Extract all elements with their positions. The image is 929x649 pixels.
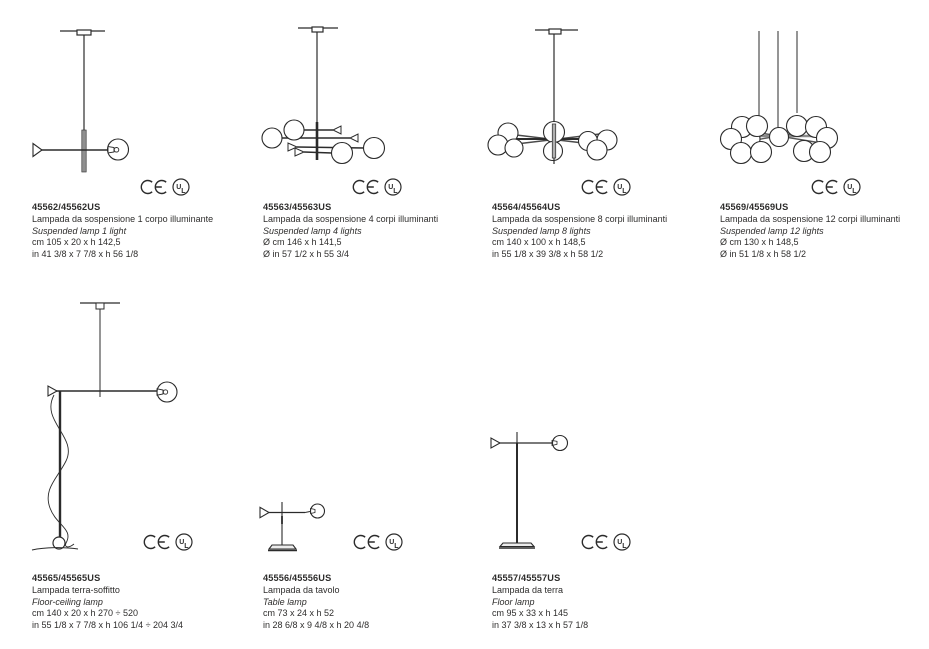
cone-icon <box>491 438 500 448</box>
product-name-it: Lampada da sospensione 12 corpi illuminanti <box>720 214 901 225</box>
product-code: 45563/45563US <box>263 202 332 212</box>
cert-marks <box>581 531 633 553</box>
ul-letter-l: L <box>852 188 857 195</box>
product-dim-cm: Ø cm 130 x h 148,5 <box>720 237 799 248</box>
product-name-en: Table lamp <box>263 596 307 607</box>
product-dim-cm: cm 140 x 20 x h 270 ÷ 520 <box>32 608 139 619</box>
ul-letter-u: U <box>179 539 185 546</box>
bulb-icon <box>787 116 808 137</box>
ce-mark-icon <box>596 181 607 194</box>
ce-mark-icon <box>141 181 152 194</box>
bulb-icon <box>553 436 568 451</box>
ce-mark-icon <box>368 536 379 549</box>
cert-marks <box>352 176 404 198</box>
cert-marks <box>140 176 192 198</box>
bulb-icon <box>364 138 385 159</box>
product-name-en: Suspended lamp 8 lights <box>492 225 591 236</box>
product-dim-in: Ø in 57 1/2 x h 55 3/4 <box>263 248 350 259</box>
arm <box>297 147 364 148</box>
ul-letter-l: L <box>393 188 398 195</box>
arm-tip <box>305 512 310 513</box>
bulb-icon <box>770 128 789 147</box>
product-name-en: Suspended lamp 4 lights <box>263 225 362 236</box>
ul-letter-u: U <box>176 184 182 191</box>
canopy <box>312 27 323 32</box>
product-dim-in: in 55 1/8 x 7 7/8 x h 106 1/4 ÷ 204 3/4 <box>32 619 184 630</box>
cert-marks <box>143 531 195 553</box>
bulb-icon <box>505 139 523 157</box>
bulb-icon <box>751 142 772 163</box>
cone-icon <box>260 507 269 517</box>
ce-mark-icon <box>596 536 607 549</box>
lamp-illustration-suspension-12-lights <box>705 12 925 177</box>
bulb-icon <box>311 504 325 518</box>
product-code: 45562/45562US <box>32 202 101 212</box>
product-name-it: Lampada da sospensione 4 corpi illuminanti <box>263 214 439 225</box>
bulb-icon <box>108 139 129 160</box>
ce-mark-icon <box>826 181 837 194</box>
cone-icon <box>48 386 57 396</box>
bulb-icon <box>157 382 177 402</box>
cone-icon <box>350 134 358 142</box>
product-name-it: Lampada da terra <box>492 585 564 596</box>
bulb-icon <box>262 128 282 148</box>
product-name-it: Lampada da tavolo <box>263 585 340 596</box>
product-code: 45557/45557US <box>492 573 561 583</box>
product-name-en: Suspended lamp 12 lights <box>720 225 824 236</box>
ul-letter-u: U <box>388 184 394 191</box>
bulb-icon <box>810 142 831 163</box>
cert-marks <box>811 176 863 198</box>
cert-marks <box>353 531 405 553</box>
bulb-icon <box>587 140 607 160</box>
product-dim-in: in 41 3/8 x 7 7/8 x h 56 1/8 <box>32 248 139 259</box>
product-name-en: Suspended lamp 1 light <box>32 225 127 236</box>
ce-mark-icon <box>582 536 593 549</box>
product-name-it: Lampada da sospensione 8 corpi illuminanti <box>492 214 668 225</box>
stem-collar <box>281 516 283 524</box>
lamp-illustration-floor-ceiling <box>20 295 220 560</box>
product-name-en: Floor lamp <box>492 596 535 607</box>
ce-mark-icon <box>158 536 169 549</box>
product-dim-cm: Ø cm 146 x h 141,5 <box>263 237 342 248</box>
product-dim-in: in 55 1/8 x 39 3/8 x h 58 1/2 <box>492 248 604 259</box>
bulb-icon <box>747 116 768 137</box>
ul-letter-u: U <box>617 539 623 546</box>
ce-mark-icon <box>155 181 166 194</box>
product-dim-cm: cm 95 x 33 x h 145 <box>492 608 569 619</box>
product-code: 45556/45556US <box>263 573 332 583</box>
ce-mark-icon <box>144 536 155 549</box>
lamp-illustration-suspension-1-light <box>20 12 220 182</box>
ul-letter-l: L <box>181 188 186 195</box>
bulb-icon <box>284 120 304 140</box>
product-dim-in: in 28 6/8 x 9 4/8 x h 20 4/8 <box>263 619 370 630</box>
product-dim-cm: cm 140 x 100 x h 148,5 <box>492 237 586 248</box>
lamp-illustration-suspension-4-lights <box>250 12 470 177</box>
ce-mark-icon <box>812 181 823 194</box>
product-info-45564 <box>492 202 722 260</box>
bulb-icon <box>731 143 752 164</box>
cone-icon <box>333 126 341 134</box>
ul-letter-u: U <box>617 184 623 191</box>
product-info-45556 <box>263 573 493 631</box>
canopy <box>96 303 104 309</box>
ce-mark-icon <box>367 181 378 194</box>
canopy <box>549 29 561 34</box>
cone-icon <box>33 144 42 157</box>
product-dim-in: Ø in 51 1/8 x h 58 1/2 <box>720 248 807 259</box>
ul-letter-u: U <box>847 184 853 191</box>
ce-mark-icon <box>354 536 365 549</box>
ul-letter-u: U <box>389 539 395 546</box>
product-name-en: Floor-ceiling lamp <box>32 596 103 607</box>
ul-letter-l: L <box>394 543 399 550</box>
ul-letter-l: L <box>184 543 189 550</box>
product-dim-cm: cm 73 x 24 x h 52 <box>263 608 335 619</box>
ce-mark-icon <box>353 181 364 194</box>
cert-marks <box>581 176 633 198</box>
arm <box>304 152 332 153</box>
product-info-45563 <box>263 202 493 260</box>
product-info-45557 <box>492 573 722 631</box>
lamp-illustration-suspension-8-lights <box>475 12 695 177</box>
product-code: 45564/45564US <box>492 202 561 212</box>
bulb-icon <box>332 143 353 164</box>
product-info-45569 <box>720 202 929 260</box>
floor-line <box>32 548 78 550</box>
counterweight <box>82 130 86 172</box>
product-code: 45565/45565US <box>32 573 101 583</box>
product-name-it: Lampada terra-soffitto <box>32 585 120 596</box>
product-dim-cm: cm 105 x 20 x h 142,5 <box>32 237 121 248</box>
product-dim-in: in 37 3/8 x 13 x h 57 1/8 <box>492 619 589 630</box>
ul-letter-l: L <box>622 188 627 195</box>
stem-center <box>552 124 555 158</box>
canopy <box>77 30 91 35</box>
cone-icon <box>295 148 304 156</box>
product-info-45562 <box>32 202 262 260</box>
product-code: 45569/45569US <box>720 202 789 212</box>
ce-mark-icon <box>582 181 593 194</box>
product-info-45565 <box>32 573 262 631</box>
base <box>269 545 296 549</box>
base <box>500 543 534 547</box>
product-name-it: Lampada da sospensione 1 corpo illuminante <box>32 214 214 225</box>
ul-letter-l: L <box>622 543 627 550</box>
